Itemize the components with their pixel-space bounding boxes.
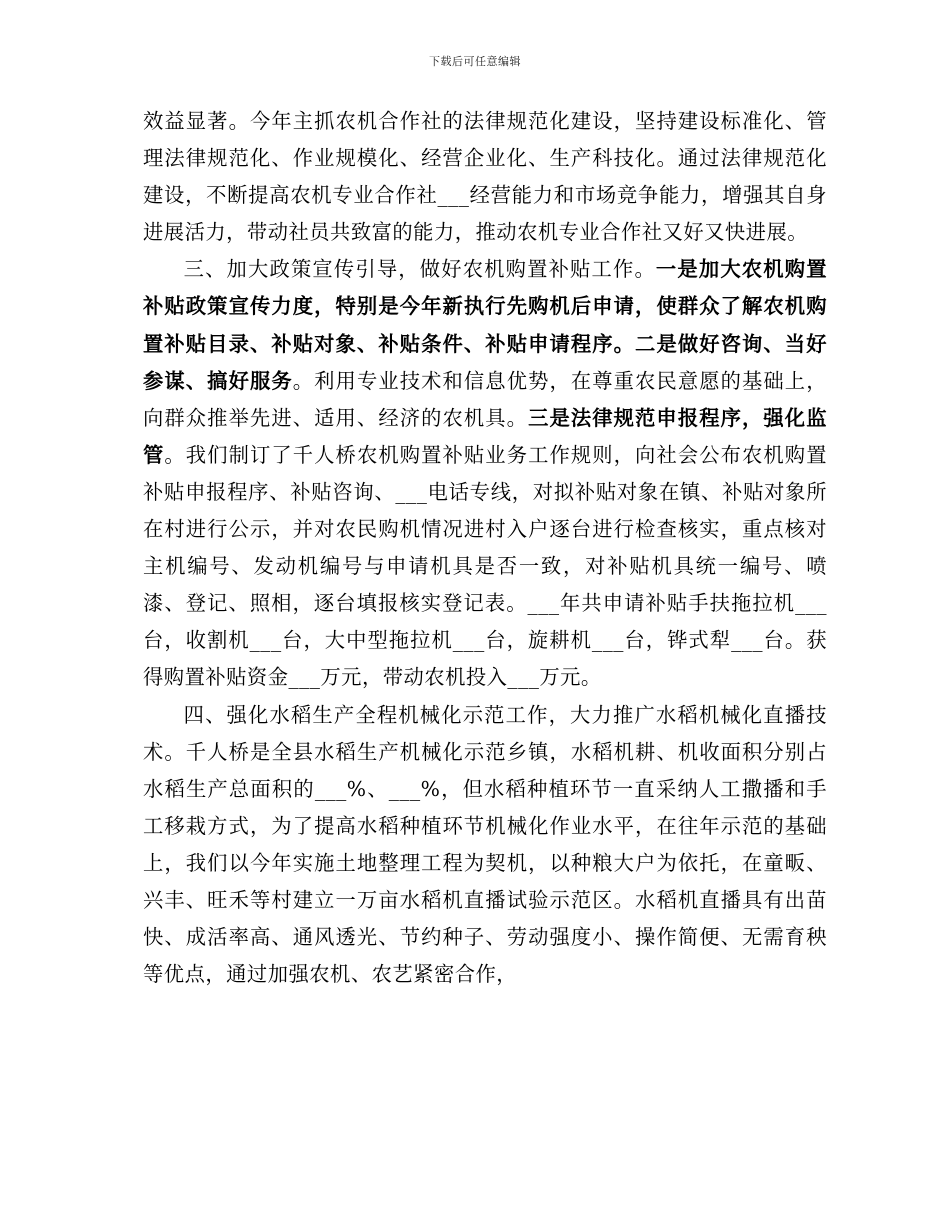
paragraph-3-text: 四、强化水稻生产全程机械化示范工作，大力推广水稻机械化直播技术。千人桥是全县水稻生产机械化示范乡镇，水稻机耕、机收面积分别占水稻生产总面积的___%、___%，但水稻种植环节一直采纳人工撒播和手工移栽方式，为了提高水稻种植环节机械化作业水平，在往年示范的基础上，我们以今年实施土地整理工程为契机，以种粮大户为依托，在童畈、兴丰、旺禾等村建立一万亩水稻机直播试验示范区。水稻机直播具有出苗快、成活率高、通风透光、节约种子、劳动强度小、操作简便、无需育秧等优点，通过加强农机、农艺紧密合作， (143, 702, 827, 987)
paragraph-2-bold-1: 一是加大农机购置补贴政策宣传力度，特别是今年新执行先购机后申请，使群众了解农机购置补贴目录、补贴对象、补贴条件、补贴申请程序。二是做好咨询、当好参谋、搞好服务 (143, 257, 827, 393)
paragraph-2-text-3: 。我们制订了千人桥农机购置补贴业务工作规则，向社会公布农机购置补贴申报程序、补贴咨询、___电话专线，对拟补贴对象在镇、补贴对象所在村进行公示，并对农民购机情况进村入户逐台进行检查核实，重点核对主机编号、发动机编号与申请机具是否一致，对补贴机具统一编号、喷漆、登记、照相，逐台填报核实登记表。___年共申请补贴手扶拖拉机___台，收割机___台，大中型拖拉机___台，旋耕机___台，铧式犁___台。获得购置补贴资金___万元，带动农机投入___万元。 (143, 442, 827, 690)
paragraph-3 (143, 697, 827, 994)
paragraph-1 (143, 103, 827, 251)
paragraph-2 (143, 251, 827, 696)
paragraph-2-bold-2: 三是法律规范申报程序，强化监管 (143, 405, 827, 467)
page-header: 下载后可任意编辑 (429, 55, 521, 68)
paragraph-1-text: 效益显著。今年主抓农机合作社的法律规范化建设，坚持建设标准化、管理法律规范化、作业规模化、经营企业化、生产科技化。通过法律规范化建设，不断提高农机专业合作社___经营能力和市场竞争能力，增强其自身进展活力，带动社员共致富的能力，推动农机专业合作社又好又快进展。 (143, 109, 827, 245)
paragraph-2-text-2: 。利用专业技术和信息优势，在尊重农民意愿的基础上，向群众推举先进、适用、经济的农机具。 (143, 368, 827, 430)
paragraph-2-intro: 三、加大政策宣传引导，做好农机购置补贴工作。 (183, 257, 656, 282)
document-body (143, 103, 827, 993)
